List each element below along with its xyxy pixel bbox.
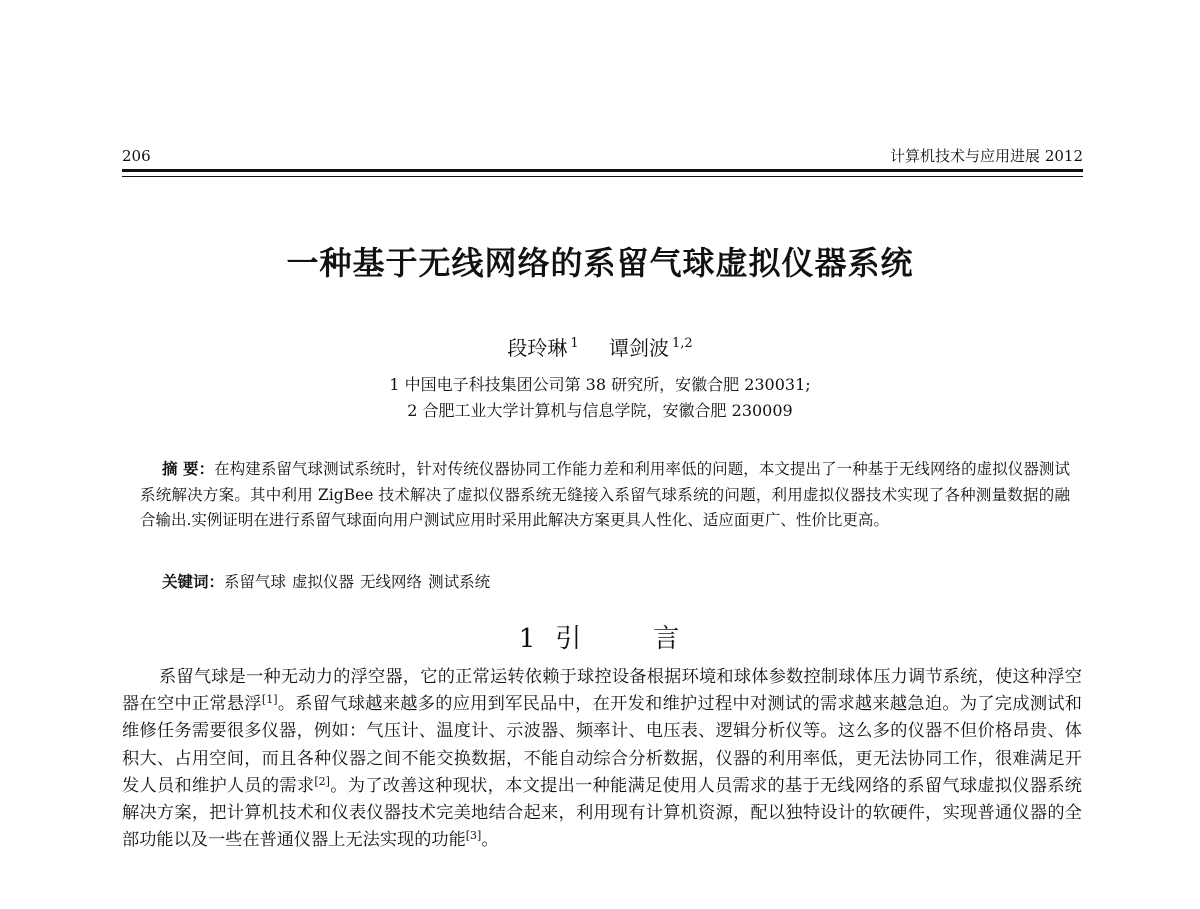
citation-ref: [1]	[261, 693, 278, 707]
author-line	[0, 332, 1200, 361]
keyword: 虚拟仪器	[292, 573, 355, 591]
paper-title: 一种基于无线网络的系留气球虚拟仪器系统	[286, 244, 914, 282]
section-number: 1	[518, 624, 538, 654]
keywords	[162, 570, 496, 592]
author	[507, 336, 578, 360]
header-rule-thick	[122, 169, 1083, 172]
page-number: 206	[122, 147, 151, 165]
keyword: 测试系统	[428, 573, 491, 591]
author	[609, 336, 693, 360]
body-text-segment: 。为了改善这种现状，本文提出一种能满足使用人员需求的基于无线网络的系留气球虚拟仪器系统解决方案，把计算机技术和仪表仪器技术完美地结合起来，利用现有计算机资源，配以独特设计的软硬件，实现普通仪器的全部功能以及一些在普通仪器上无法实现的功能	[122, 775, 1082, 851]
author-name: 谭剑波	[608, 336, 669, 360]
section-title-part: 引	[555, 624, 584, 654]
body-text-segment: 系留气球是一种无动力的浮空器，它的正常运转依赖于球控设备根据环境和球体参数控制球体压力调节系统，使这种浮空器在空中正常悬浮	[122, 667, 1082, 715]
journal-title: 计算机技术与应用进展 2012	[890, 147, 1083, 165]
author-affiliation-mark: 1	[570, 336, 579, 352]
affiliation: 1 中国电子科技集团公司第 38 研究所，安徽合肥 230031;	[389, 375, 811, 394]
section-heading	[0, 618, 1200, 655]
keyword: 无线网络	[360, 573, 423, 591]
body-text-segment: 。	[481, 830, 499, 851]
citation-ref: [2]	[314, 774, 330, 788]
abstract-label: 摘 要：	[162, 459, 215, 478]
header-rule-thin	[122, 176, 1083, 177]
affiliation: 2 合肥工业大学计算机与信息学院，安徽合肥 230009	[407, 401, 793, 420]
section-title-part: 言	[653, 624, 682, 654]
author-name: 段玲琳	[507, 336, 568, 360]
keywords-label: 关键词：	[162, 572, 225, 591]
author-affiliation-mark: 1,2	[671, 336, 693, 352]
body-paragraph	[122, 664, 1082, 854]
keyword: 系留气球	[224, 573, 287, 591]
citation-ref: [3]	[465, 829, 482, 843]
body-text-segment: 。系留气球越来越多的应用到军民品中，在开发和维护过程中对测试的需求越来越急迫。为了完成测试和维修任务需要很多仪器，例如：气压计、温度计、示波器、频率计、电压表、逻辑分析仪等。这么多的仪器不但价格昂贵、体积大、占用空间，而且各种仪器之间不能交换数据，不能自动综合分析数据，仪器的利用率低，更无法协同工作，很难满足开发人员和维护人员的需求	[122, 694, 1082, 796]
abstract	[140, 456, 1070, 534]
abstract-text: 在构建系留气球测试系统时，针对传统仪器协同工作能力差和利用率低的问题，本文提出了一种基于无线网络的虚拟仪器测试系统解决方案。其中利用 ZigBee 技术解决了虚拟仪器系统无缝接入系留气球系统的问题，利用虚拟仪器技术实现了各种测量数据的融合输出.实例证明在进行系留气球面向用户测试应用时采用此解决方案更具人性化、适应面更广、性价比更高。	[140, 460, 1070, 529]
